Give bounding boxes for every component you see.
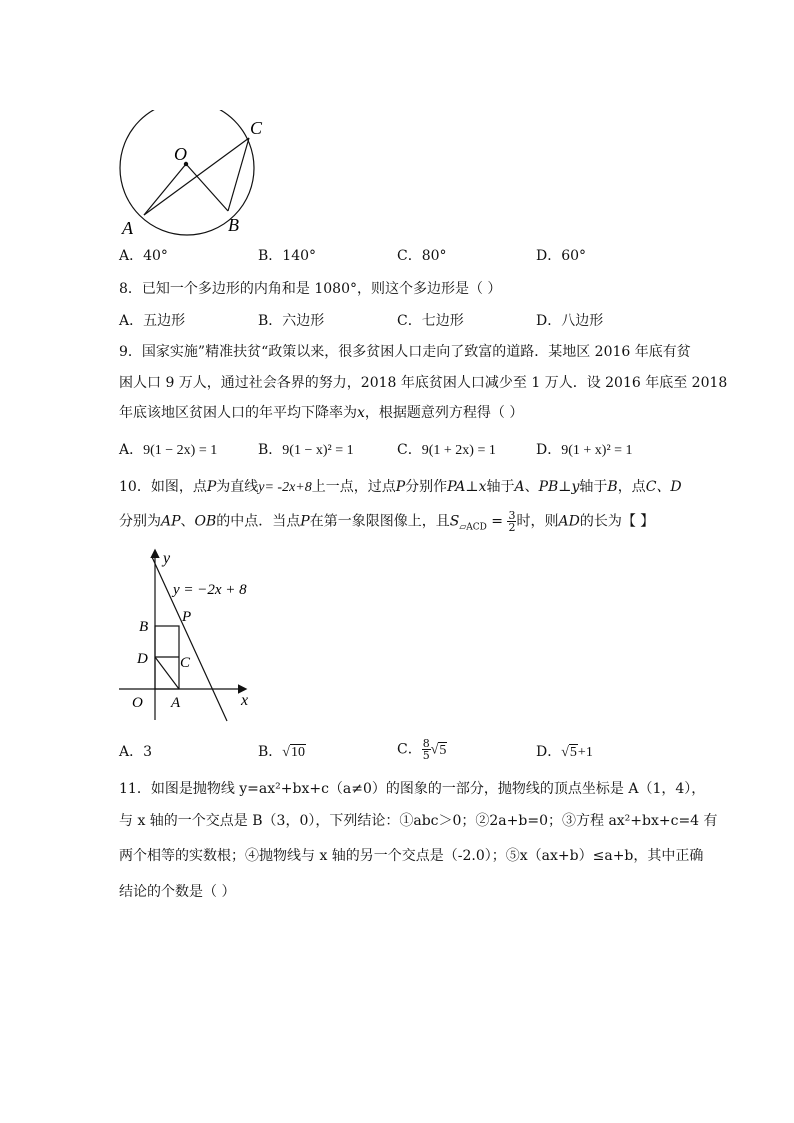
q10-text: 上一点，过点 bbox=[311, 479, 396, 495]
q9-option-d bbox=[536, 440, 633, 461]
q10-option-c-fraction bbox=[422, 738, 431, 761]
q10-option-d-label: D． bbox=[536, 744, 562, 760]
q10-line-2 bbox=[119, 510, 654, 537]
q10-text: ，点 bbox=[617, 479, 646, 495]
q10-line-1 bbox=[119, 477, 682, 498]
q10-area-subscript: ▱ACD bbox=[459, 522, 487, 533]
q10-option-a: A．3 bbox=[119, 744, 153, 760]
q7-option-a: A．40° bbox=[119, 248, 168, 264]
q10-point-a: A bbox=[514, 479, 525, 495]
fraction-denominator: 5 bbox=[422, 749, 430, 762]
q10-text: 为直线 bbox=[216, 479, 259, 495]
sqrt-icon: √ bbox=[430, 742, 439, 758]
q9-var-x: x bbox=[357, 405, 365, 421]
q9-option-a bbox=[119, 440, 217, 461]
label-y-axis: y bbox=[163, 550, 171, 567]
q8-option-c: C．七边形 bbox=[397, 313, 464, 329]
sqrt-icon: √ bbox=[282, 745, 290, 760]
q10-pb-perp: PB⊥y bbox=[538, 479, 580, 495]
coordinate-graph bbox=[115, 545, 265, 725]
q7-option-d: D．60° bbox=[536, 248, 587, 264]
q10-text: 的中点．当点 bbox=[216, 513, 301, 530]
sqrt-icon: √ bbox=[561, 745, 569, 760]
q8-stem: 8．已知一个多边形的内角和是 1080°，则这个多边形是（ ） bbox=[119, 281, 502, 297]
segment-ob bbox=[186, 164, 228, 211]
q9-option-a-expr: 9(1 − 2x) = 1 bbox=[143, 443, 218, 458]
label-equation: y = −2x + 8 bbox=[173, 582, 247, 598]
label-b: B bbox=[139, 619, 149, 635]
q10-points-cd: C、D bbox=[645, 479, 682, 495]
q9-line-1: 9．国家实施”精准扶贫“政策以来，很多贫困人口走向了致富的道路．某地区 2016 年底有贫 bbox=[119, 344, 691, 360]
q10-area-symbol: S bbox=[449, 513, 460, 530]
segment-ac bbox=[144, 138, 249, 215]
q11-line-1: 11．如图是抛物线 y=ax²+bx+c（a≠0）的图象的一部分，抛物线的顶点坐标是 A（1，4）， bbox=[119, 781, 706, 797]
q10-text: 、 bbox=[524, 479, 539, 495]
q9-option-d-expr: 9(1 + x)² = 1 bbox=[561, 443, 633, 458]
q10-option-b bbox=[258, 742, 306, 763]
q8-option-a: A．五边形 bbox=[119, 313, 186, 329]
q10-text: 轴于 bbox=[579, 479, 608, 495]
label-c: C bbox=[180, 655, 191, 671]
q10-text: 10．如图，点 bbox=[119, 479, 207, 495]
q9-option-b-label: B． bbox=[258, 442, 283, 458]
label-p: P bbox=[182, 609, 192, 625]
segment-da bbox=[155, 657, 179, 689]
q10-point-p: P bbox=[395, 479, 406, 495]
q10-equals: = bbox=[486, 513, 508, 530]
label-o: O bbox=[132, 695, 143, 711]
q10-text: 分别作 bbox=[405, 479, 448, 495]
label-a: A bbox=[171, 695, 181, 711]
fraction-numerator: 8 bbox=[422, 737, 430, 750]
label-o: O bbox=[174, 144, 187, 164]
q10-option-c-radicand: 5 bbox=[439, 742, 447, 758]
q10-pa-perp: PA⊥x bbox=[447, 479, 487, 495]
q11-line-3: 两个相等的实数根；④抛物线与 x 轴的另一个交点是（-2.0）；⑤x（ax+b）≤a+b，其中正确 bbox=[119, 848, 704, 864]
q10-option-c-label: C． bbox=[397, 741, 422, 758]
q10-text: 轴于 bbox=[486, 479, 515, 495]
q9-option-a-label: A． bbox=[119, 442, 144, 458]
q9-option-d-label: D． bbox=[536, 442, 562, 458]
q10-text: 在第一象限图像上，且 bbox=[309, 513, 450, 530]
q10-seg-ap: AP bbox=[161, 513, 181, 530]
q10-point-p: P bbox=[300, 513, 310, 530]
q9-line-3-b: ，根据题意列方程得（ ） bbox=[364, 405, 524, 421]
q8-option-d: D．八边形 bbox=[536, 313, 604, 329]
label-c: C bbox=[250, 118, 263, 138]
q9-line-3 bbox=[119, 403, 523, 423]
q7-option-c: C．80° bbox=[397, 248, 447, 264]
q9-option-b-expr: 9(1 − x)² = 1 bbox=[282, 443, 354, 458]
label-a: A bbox=[122, 218, 133, 238]
q9-line-3-a: 年底该地区贫困人口的年平均下降率为 bbox=[119, 405, 357, 421]
q10-option-d-tail: +1 bbox=[577, 745, 593, 760]
q9-option-c-expr: 9(1 + 2x) = 1 bbox=[421, 443, 496, 458]
q11-line-4: 结论的个数是（ ） bbox=[119, 884, 236, 900]
q10-seg-ad: AD bbox=[558, 513, 580, 530]
label-d: D bbox=[137, 651, 148, 667]
q10-option-d bbox=[536, 742, 593, 763]
q9-option-b bbox=[258, 440, 354, 461]
q10-point-p: P bbox=[206, 479, 217, 495]
circle-figure bbox=[110, 110, 280, 240]
q8-option-b: B．六边形 bbox=[258, 313, 325, 329]
q10-seg-ob: OB bbox=[194, 513, 217, 530]
q10-text: 、 bbox=[180, 513, 195, 530]
fraction-numerator: 3 bbox=[508, 509, 516, 522]
q10-option-b-label: B． bbox=[258, 744, 283, 760]
q10-text: 时，则 bbox=[516, 513, 559, 530]
q7-option-b: B．140° bbox=[258, 248, 317, 264]
q10-line-equation: y= -2x+8 bbox=[258, 480, 312, 495]
q10-option-d-radicand: 5 bbox=[569, 745, 577, 760]
q10-text: 的长为【 】 bbox=[579, 513, 655, 530]
q10-point-b: B bbox=[607, 479, 618, 495]
label-x-axis: x bbox=[241, 692, 249, 709]
q9-option-c bbox=[397, 440, 496, 461]
q10-text: 分别为 bbox=[119, 513, 161, 530]
fraction-denominator: 2 bbox=[508, 521, 516, 534]
q9-option-c-label: C． bbox=[397, 442, 422, 458]
label-b: B bbox=[228, 215, 239, 235]
q10-option-b-radicand: 10 bbox=[290, 745, 305, 760]
q10-option-c bbox=[397, 738, 447, 761]
q9-line-2: 困人口 9 万人，通过社会各界的努力，2018 年底贫困人口减少至 1 万人．设 2016 年底至 2018 bbox=[119, 375, 728, 391]
q11-line-2: 与 x 轴的一个交点是 B（3，0），下列结论：①abc＞0；②2a+b=0；③方程 ax²+bx+c=4 有 bbox=[119, 813, 718, 829]
